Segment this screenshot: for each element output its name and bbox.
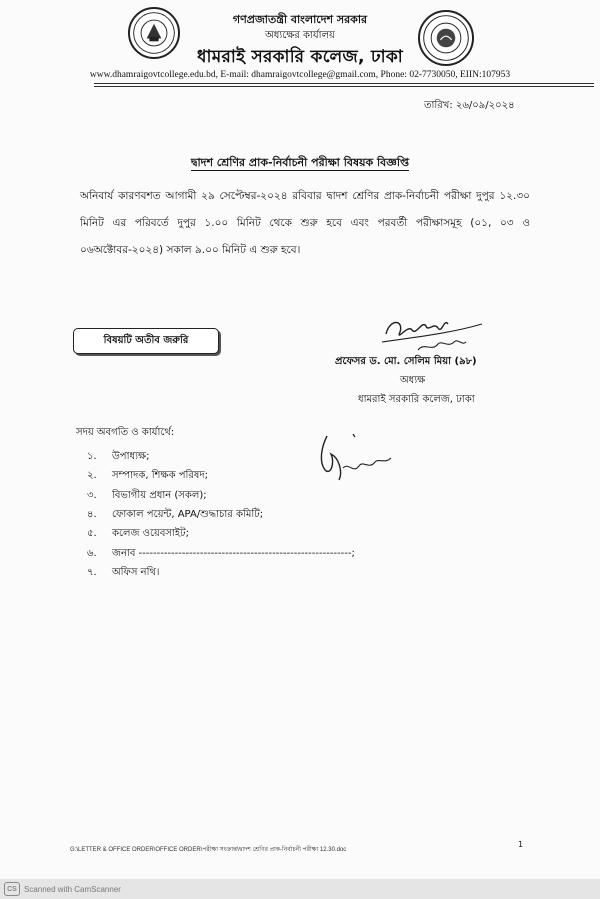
header-divider-secondary: [94, 86, 594, 87]
list-item-number: ৩.: [87, 489, 97, 501]
notice-subject-text: দ্বাদশ শ্রেণির প্রাক-নির্বাচনী পরীক্ষা বিষয়ক বিজ্ঞপ্তি: [190, 156, 410, 169]
page-number: 1: [518, 840, 524, 849]
urgent-label: বিষয়টি অতীব জরুরি: [103, 334, 189, 346]
list-item: [87, 544, 355, 563]
header-divider: [94, 83, 594, 84]
camscanner-icon: CS: [4, 882, 20, 896]
list-item-number: ৪.: [87, 509, 97, 521]
list-item-text: কলেজ ওয়েবসাইট;: [112, 528, 189, 540]
list-item-number: ১.: [87, 451, 97, 463]
signatory-designation: অধ্যক্ষ: [400, 375, 426, 386]
list-item-text: জনাব -----------------------------------------------------------;: [112, 547, 355, 559]
list-item: [87, 487, 355, 506]
office-title: অধ্যক্ষের কার্যালয়: [265, 30, 335, 41]
signatory-college: ধামরাই সরকারি কলেজ, ঢাকা: [358, 394, 475, 405]
list-item: [87, 506, 355, 525]
urgent-label-box: [73, 328, 219, 354]
camscanner-text: Scanned with CamScanner: [24, 884, 121, 894]
initial-signature: [313, 428, 398, 488]
list-item: [87, 525, 355, 544]
notice-subject: [0, 154, 600, 173]
list-item-number: ২.: [87, 470, 97, 482]
list-item-number: ৭.: [87, 566, 97, 578]
list-item-text: বিভাগীয় প্রধান (সকল);: [112, 489, 207, 501]
list-item-text: সম্পাদক, শিক্ষক পরিষদ;: [112, 470, 209, 482]
list-item-text: ফোকাল পয়েন্ট, APA/শুদ্ধাচার কমিটি;: [112, 509, 264, 521]
list-item-text: অফিস নথি।: [112, 566, 160, 578]
copy-heading: সদয় অবগতি ও কার্যার্থে:: [76, 427, 175, 438]
list-item-text: উপাধ্যক্ষ;: [112, 451, 150, 463]
government-title: গণপ্রজাতন্ত্রী বাংলাদেশ সরকার: [232, 13, 368, 26]
list-item: [87, 564, 355, 583]
file-path-footer: G:\LETTER & OFFICE ORDER\OFFICE ORDER\পরীক্ষা সংক্রান্ত\দ্বাদশ শ্রেণির প্রাক-নির্বাচনী পরীক্ষা 12.30.doc: [70, 847, 347, 853]
principal-signature: [378, 312, 488, 360]
list-item-number: ৫.: [87, 528, 97, 540]
list-item-number: ৬.: [87, 547, 97, 559]
notice-body: অনিবার্য কারণবশত আগামী ২৯ সেপ্টেম্বর-২০২৪ রবিবার দ্বাদশ শ্রেণির প্রাক-নির্বাচনী পরীক্ষা দুপুর ১২.৩০ মিনিট এর পরিবর্তে দুপুর ১.০০ মিনিট থেকে শুরু হবে এবং পরবর্তী পরীক্ষাসমূহ (০১, ০৩ ও ০৬অক্টোবর-২০২৪) সকাল ৯.০০ মিনিট এ শুরু হবে।: [80, 190, 530, 256]
scanner-watermark-bar: [0, 879, 600, 899]
contact-line: www.dhamraigovtcollege.edu.bd, E-mail: dhamraigovtcollege@gmail.com, Phone: 02-7730050, EIIN:107953: [89, 70, 511, 80]
document-date: তারিখ: ২৬/০৯/২০২৪: [424, 100, 515, 111]
college-name: ধামরাই সরকারি কলেজ, ঢাকা: [197, 47, 403, 67]
signatory-name: প্রফেসর ড. মো. সেলিম মিয়া (৯৮): [335, 356, 477, 367]
